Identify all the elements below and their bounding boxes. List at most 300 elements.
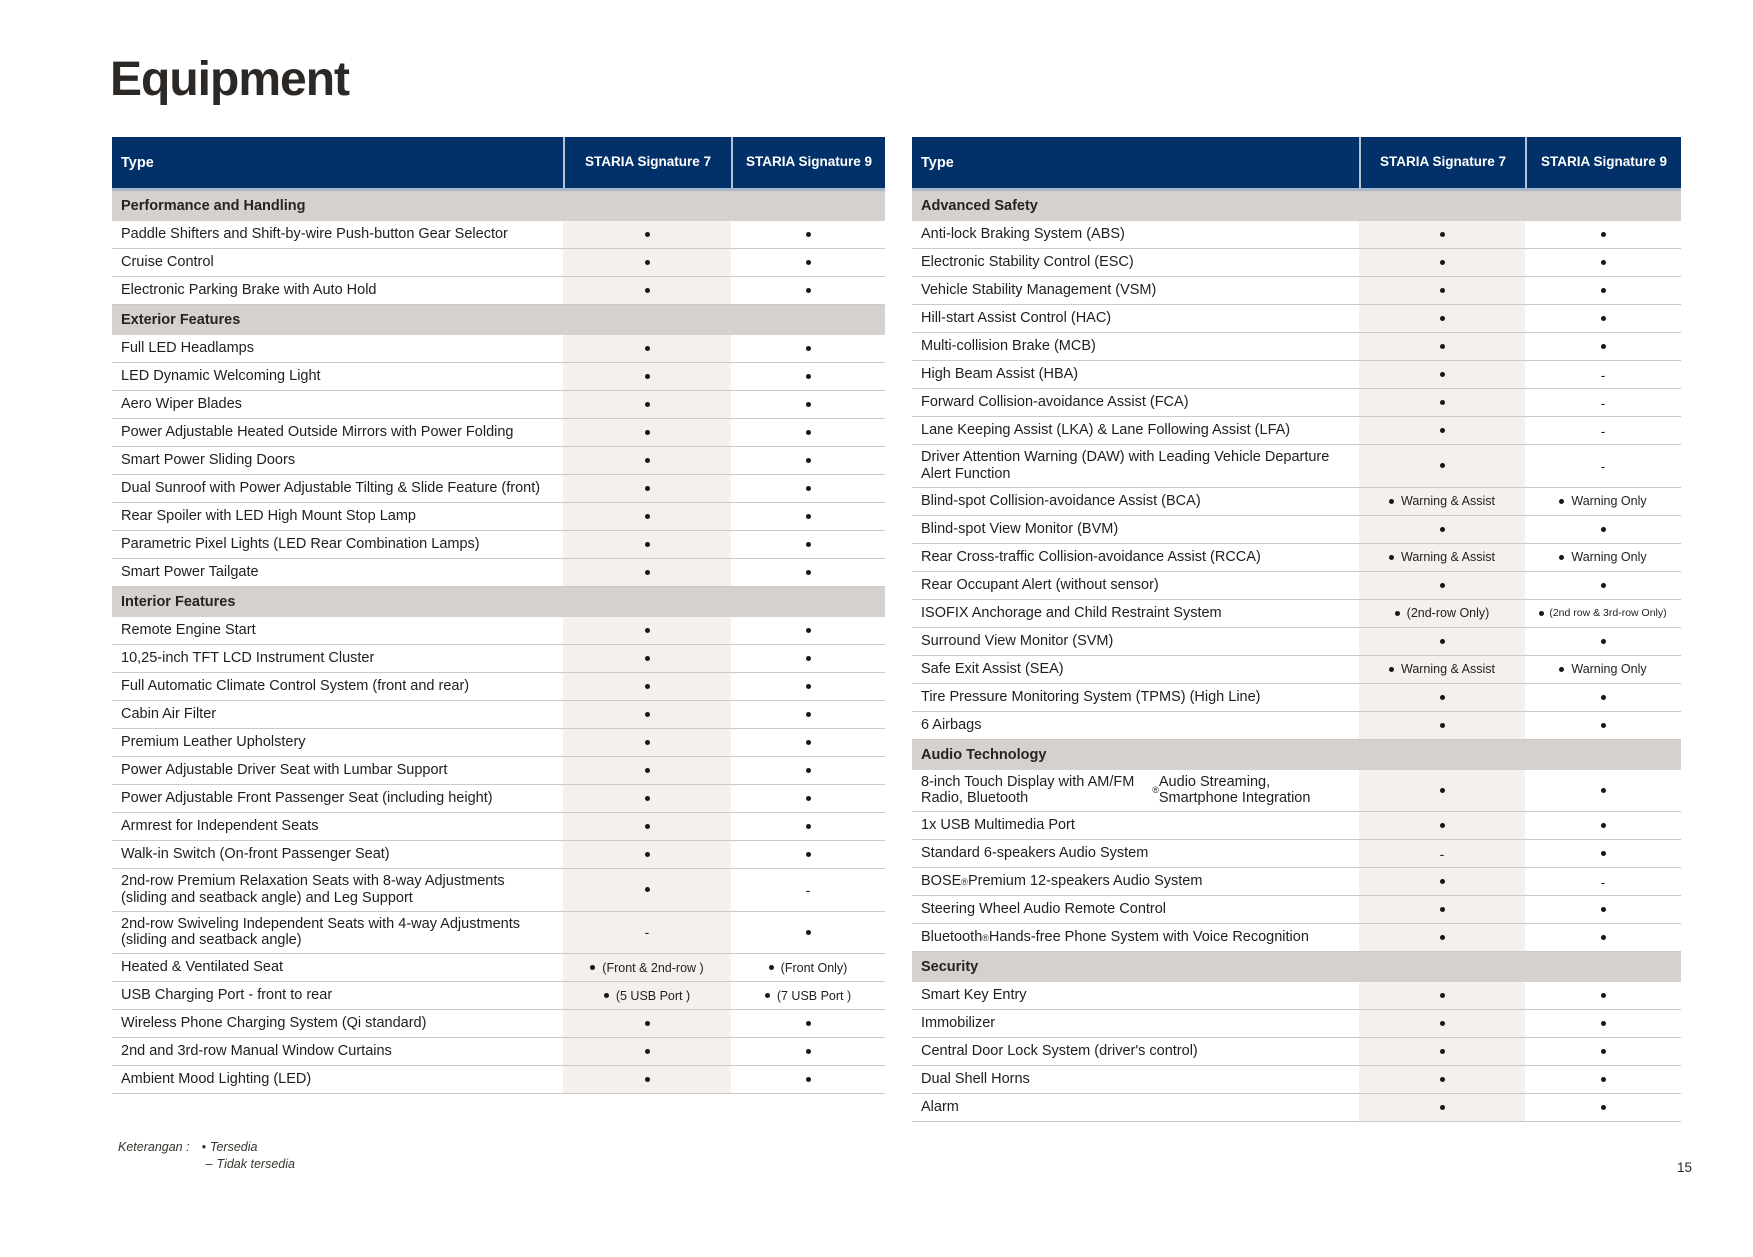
availability-cell: [563, 335, 731, 362]
available-dot-icon: [806, 796, 811, 801]
availability-cell: [1525, 982, 1681, 1009]
legend-item-available: [202, 1139, 295, 1156]
table-row: [912, 982, 1681, 1010]
availability-cell: [731, 531, 885, 558]
availability-cell: [1525, 1066, 1681, 1093]
available-dot-icon: [806, 740, 811, 745]
available-dot-icon: [1559, 555, 1564, 560]
available-dot-icon: [1601, 823, 1606, 828]
table-row: [912, 417, 1681, 445]
table-row: [912, 572, 1681, 600]
unavailable-dash: -: [1600, 873, 1606, 890]
availability-cell: [1525, 277, 1681, 304]
available-dot-icon: [645, 852, 650, 857]
available-dot-icon: [1440, 288, 1445, 293]
table-row: [112, 531, 885, 559]
availability-cell: [1525, 712, 1681, 739]
availability-cell: [1359, 249, 1525, 276]
feature-label: Smart Power Tailgate: [121, 564, 259, 581]
availability-cell: [731, 1010, 885, 1037]
available-dot-icon: [1440, 316, 1445, 321]
section-header: Exterior Features: [112, 305, 885, 335]
available-dot-icon: [1440, 723, 1445, 728]
availability-cell: [1525, 389, 1681, 416]
availability-cell: [731, 982, 885, 1009]
available-dot-icon: [1440, 907, 1445, 912]
available-dot-icon: [1440, 823, 1445, 828]
availability-note: (2nd-row Only): [1406, 606, 1490, 621]
available-dot-icon: [645, 288, 650, 293]
feature-label: Safe Exit Assist (SEA): [921, 660, 1064, 677]
availability-cell: [1525, 868, 1681, 895]
feature-label: Blind-spot Collision-avoidance Assist (BCA): [921, 492, 1201, 509]
availability-note: Warning & Assist: [1400, 550, 1495, 565]
feature-label: Aero Wiper Blades: [121, 396, 242, 413]
availability-cell: [731, 813, 885, 840]
feature-label: Driver Attention Warning (DAW) with Leading Vehicle Departure Alert Function: [921, 449, 1330, 482]
available-dot-icon: [1389, 499, 1394, 504]
table-header-row: [912, 137, 1681, 191]
feature-label: Immobilizer: [921, 1015, 996, 1032]
available-dot-icon: [645, 232, 650, 237]
table-row: [112, 221, 885, 249]
available-dot-icon: [645, 1021, 650, 1026]
feature-label: Power Adjustable Heated Outside Mirrors with Power Folding: [121, 424, 514, 441]
available-dot-icon: [645, 824, 650, 829]
available-dot-icon: [806, 852, 811, 857]
availability-cell: [731, 912, 885, 954]
legend-item-unavailable-text: Tidak tersedia: [216, 1156, 295, 1171]
feature-label: Power Adjustable Driver Seat with Lumbar Support: [121, 762, 448, 779]
table-row: [912, 389, 1681, 417]
table-row: [112, 559, 885, 587]
table-row: [912, 812, 1681, 840]
availability-cell: [731, 757, 885, 784]
availability-cell: [1525, 445, 1681, 487]
table-row: [912, 600, 1681, 628]
legend-items: [202, 1139, 295, 1173]
available-dot-icon: [769, 965, 774, 970]
feature-label: Premium Leather Upholstery: [121, 734, 306, 751]
table-row: [912, 896, 1681, 924]
available-dot-icon: [806, 930, 811, 935]
section-header: Interior Features: [112, 587, 885, 617]
table-row: [912, 868, 1681, 896]
available-dot-icon: [806, 628, 811, 633]
feature-label: 2nd-row Premium Relaxation Seats with 8-way Adjustments (sliding and seatback angle) and Leg Support: [121, 873, 505, 906]
available-dot-icon: [1440, 400, 1445, 405]
availability-cell: [1359, 572, 1525, 599]
available-dot-icon: [1440, 428, 1445, 433]
availability-cell: [563, 363, 731, 390]
availability-cell: [731, 363, 885, 390]
available-dot-icon: [1389, 667, 1394, 672]
table-header-row: [112, 137, 885, 191]
available-dot-icon: [1601, 344, 1606, 349]
availability-note: Warning Only: [1571, 494, 1647, 509]
availability-cell: [1359, 840, 1525, 867]
table-row: [912, 333, 1681, 361]
available-dot-icon: [806, 542, 811, 547]
table-row: [912, 488, 1681, 516]
availability-cell: [1359, 896, 1525, 923]
table-row: [112, 447, 885, 475]
availability-cell: [1525, 770, 1681, 812]
feature-label: Cabin Air Filter: [121, 706, 217, 723]
availability-cell: [1525, 684, 1681, 711]
table-row: [112, 912, 885, 955]
feature-label: 8-inch Touch Display with AM/FM Radio, Bluetooth ® Audio Streaming, Smartphone Integration: [921, 773, 1311, 807]
table-row: [112, 785, 885, 813]
availability-cell: [563, 475, 731, 502]
feature-label: 6 Airbags: [921, 716, 982, 733]
available-dot-icon: [1559, 667, 1564, 672]
availability-cell: [563, 1066, 731, 1093]
availability-cell: [1359, 1094, 1525, 1121]
unavailable-dash: -: [1600, 457, 1606, 474]
table-row: [112, 503, 885, 531]
availability-cell: [1359, 221, 1525, 248]
feature-label: Smart Power Sliding Doors: [121, 452, 296, 469]
available-dot-icon: [765, 993, 770, 998]
availability-cell: [1359, 712, 1525, 739]
available-dot-icon: [645, 346, 650, 351]
available-dot-icon: [806, 458, 811, 463]
feature-label: Dual Shell Horns: [921, 1071, 1030, 1088]
table-row: [912, 656, 1681, 684]
available-dot-icon: [1440, 1049, 1445, 1054]
availability-cell: [563, 531, 731, 558]
feature-label: ISOFIX Anchorage and Child Restraint System: [921, 604, 1222, 621]
column-header-signature9: STARIA Signature 9: [1525, 137, 1681, 188]
available-dot-icon: [1440, 639, 1445, 644]
availability-cell: [731, 729, 885, 756]
table-row: [912, 1010, 1681, 1038]
available-dot-icon: [806, 514, 811, 519]
availability-cell: [731, 785, 885, 812]
table-row: [912, 1094, 1681, 1122]
availability-note: (2nd row & 3rd-row Only): [1549, 607, 1667, 620]
availability-cell: [1525, 305, 1681, 332]
feature-label: Walk-in Switch (On-front Passenger Seat): [121, 846, 390, 863]
availability-cell: [563, 221, 731, 248]
availability-cell: [731, 841, 885, 868]
table-row: [112, 475, 885, 503]
availability-cell: [731, 221, 885, 248]
equipment-table-right: [912, 137, 1681, 1122]
availability-cell: [1359, 1038, 1525, 1065]
table-row: [912, 516, 1681, 544]
availability-cell: [1359, 1010, 1525, 1037]
availability-note: Warning Only: [1571, 550, 1647, 565]
table-row: [912, 1066, 1681, 1094]
availability-cell: [563, 503, 731, 530]
available-dot-icon: [1601, 1049, 1606, 1054]
availability-note: (Front Only): [780, 960, 848, 975]
availability-cell: [731, 249, 885, 276]
availability-cell: [563, 673, 731, 700]
availability-cell: [1525, 249, 1681, 276]
table-row: [912, 924, 1681, 952]
feature-label: Hill-start Assist Control (HAC): [921, 310, 1112, 327]
available-dot-icon: [806, 570, 811, 575]
availability-cell: [731, 673, 885, 700]
table-row: [912, 712, 1681, 740]
availability-note: (Front & 2nd-row ): [602, 960, 704, 975]
availability-cell: [563, 701, 731, 728]
feature-label: Smart Key Entry: [921, 987, 1027, 1004]
feature-label: USB Charging Port - front to rear: [121, 987, 333, 1004]
unavailable-dash: -: [1600, 394, 1606, 411]
available-dot-icon: [645, 887, 650, 892]
availability-cell: [1359, 277, 1525, 304]
unavailable-dash: -: [1600, 422, 1606, 439]
availability-cell: [1359, 982, 1525, 1009]
table-row: [112, 813, 885, 841]
available-dot-icon: [1601, 316, 1606, 321]
section-header: Advanced Safety: [912, 191, 1681, 221]
column-header-type: Type: [921, 154, 954, 171]
availability-cell: [563, 1010, 731, 1037]
availability-note: (5 USB Port ): [615, 988, 691, 1003]
availability-note: Warning & Assist: [1400, 494, 1495, 509]
availability-cell: [731, 335, 885, 362]
availability-cell: [1525, 628, 1681, 655]
table-row: [912, 770, 1681, 813]
available-dot-icon: •: [201, 1140, 206, 1154]
available-dot-icon: [645, 486, 650, 491]
table-row: [112, 617, 885, 645]
availability-cell: [563, 869, 731, 911]
feature-label: Electronic Stability Control (ESC): [921, 254, 1134, 271]
table-row: [112, 1066, 885, 1094]
table-row: [112, 363, 885, 391]
feature-label: Armrest for Independent Seats: [121, 818, 319, 835]
availability-cell: [1525, 333, 1681, 360]
column-header-signature7: STARIA Signature 7: [1359, 137, 1525, 188]
legend-label: Keterangan :: [118, 1140, 190, 1154]
table-row: [112, 701, 885, 729]
availability-cell: [563, 982, 731, 1009]
availability-cell: [731, 475, 885, 502]
availability-cell: [731, 277, 885, 304]
feature-label: Heated & Ventilated Seat: [121, 959, 284, 976]
table-row: [112, 841, 885, 869]
feature-label: Blind-spot View Monitor (BVM): [921, 520, 1119, 537]
availability-cell: [563, 249, 731, 276]
table-row: [912, 305, 1681, 333]
available-dot-icon: [806, 430, 811, 435]
feature-label: Cruise Control: [121, 254, 214, 271]
availability-cell: [1359, 544, 1525, 571]
available-dot-icon: [1601, 695, 1606, 700]
available-dot-icon: [645, 712, 650, 717]
available-dot-icon: [1440, 1077, 1445, 1082]
feature-label: Tire Pressure Monitoring System (TPMS) (High Line): [921, 688, 1261, 705]
feature-label: Rear Spoiler with LED High Mount Stop Lamp: [121, 508, 416, 525]
available-dot-icon: [806, 288, 811, 293]
available-dot-icon: [645, 542, 650, 547]
available-dot-icon: [1559, 499, 1564, 504]
availability-cell: [563, 391, 731, 418]
available-dot-icon: [590, 965, 595, 970]
available-dot-icon: [806, 824, 811, 829]
available-dot-icon: [1440, 879, 1445, 884]
feature-label: Central Door Lock System (driver's control): [921, 1043, 1198, 1060]
feature-label: Vehicle Stability Management (VSM): [921, 282, 1157, 299]
table-row: [112, 391, 885, 419]
availability-cell: [1525, 1094, 1681, 1121]
available-dot-icon: [1389, 555, 1394, 560]
legend: [118, 1139, 295, 1173]
table-row: [112, 277, 885, 305]
available-dot-icon: [1440, 935, 1445, 940]
availability-cell: [1359, 924, 1525, 951]
available-dot-icon: [1440, 344, 1445, 349]
availability-cell: [1525, 924, 1681, 951]
availability-cell: [1359, 812, 1525, 839]
availability-cell: [563, 559, 731, 586]
available-dot-icon: [645, 374, 650, 379]
feature-label: Electronic Parking Brake with Auto Hold: [121, 282, 377, 299]
available-dot-icon: [645, 430, 650, 435]
available-dot-icon: [1601, 1105, 1606, 1110]
unavailable-dash: -: [1439, 845, 1445, 862]
availability-cell: [563, 447, 731, 474]
available-dot-icon: [1601, 907, 1606, 912]
available-dot-icon: [806, 1021, 811, 1026]
equipment-table-left: [112, 137, 885, 1094]
available-dot-icon: [1601, 723, 1606, 728]
availability-cell: [1359, 600, 1525, 627]
available-dot-icon: [1440, 1105, 1445, 1110]
availability-note: Warning Only: [1571, 662, 1647, 677]
table-row: [912, 840, 1681, 868]
available-dot-icon: [1440, 372, 1445, 377]
availability-cell: [563, 277, 731, 304]
unavailable-dash: -: [805, 881, 811, 898]
feature-label: 2nd-row Swiveling Independent Seats with 4-way Adjustments (sliding and seatback angle): [121, 915, 520, 949]
available-dot-icon: [806, 260, 811, 265]
feature-label: Wireless Phone Charging System (Qi standard): [121, 1015, 427, 1032]
availability-cell: [563, 729, 731, 756]
availability-cell: [731, 391, 885, 418]
available-dot-icon: [806, 374, 811, 379]
feature-label: 1x USB Multimedia Port: [921, 817, 1075, 834]
table-row: [112, 982, 885, 1010]
available-dot-icon: [806, 346, 811, 351]
availability-cell: [1525, 417, 1681, 444]
availability-cell: [1525, 1038, 1681, 1065]
available-dot-icon: [1601, 1021, 1606, 1026]
available-dot-icon: [604, 993, 609, 998]
available-dot-icon: [645, 656, 650, 661]
availability-cell: [731, 503, 885, 530]
availability-note: Warning & Assist: [1400, 662, 1495, 677]
table-row: [912, 361, 1681, 389]
section-header: Performance and Handling: [112, 191, 885, 221]
availability-cell: [1525, 488, 1681, 515]
feature-label: Surround View Monitor (SVM): [921, 632, 1114, 649]
available-dot-icon: [1601, 260, 1606, 265]
availability-cell: [563, 813, 731, 840]
feature-label: Rear Cross-traffic Collision-avoidance Assist (RCCA): [921, 548, 1261, 565]
availability-cell: [731, 617, 885, 644]
column-header-type: Type: [121, 154, 154, 171]
availability-cell: [563, 1038, 731, 1065]
table-row: [912, 221, 1681, 249]
unavailable-dash-icon: –: [205, 1156, 213, 1171]
availability-cell: [731, 954, 885, 981]
table-row: [112, 645, 885, 673]
table-row: [912, 249, 1681, 277]
page-number: 15: [1676, 1160, 1692, 1175]
table-row: [112, 729, 885, 757]
availability-cell: [1359, 516, 1525, 543]
availability-cell: [1359, 770, 1525, 812]
availability-cell: [563, 757, 731, 784]
available-dot-icon: [806, 402, 811, 407]
available-dot-icon: [806, 486, 811, 491]
table-row: [912, 544, 1681, 572]
availability-cell: [731, 1066, 885, 1093]
available-dot-icon: [645, 1049, 650, 1054]
feature-label: Steering Wheel Audio Remote Control: [921, 901, 1167, 918]
availability-cell: [563, 419, 731, 446]
available-dot-icon: [1601, 993, 1606, 998]
section-header: Audio Technology: [912, 740, 1681, 770]
table-row: [112, 249, 885, 277]
available-dot-icon: [806, 684, 811, 689]
availability-cell: [1359, 361, 1525, 388]
legend-item-available-text: Tersedia: [209, 1140, 258, 1154]
feature-label: Ambient Mood Lighting (LED): [121, 1071, 312, 1088]
table-row: [112, 757, 885, 785]
feature-label: Bluetooth ® Hands-free Phone System with Voice Recognition: [921, 929, 1309, 946]
available-dot-icon: [1440, 583, 1445, 588]
available-dot-icon: [1601, 935, 1606, 940]
feature-label: Full Automatic Climate Control System (front and rear): [121, 678, 470, 695]
available-dot-icon: [1395, 611, 1400, 616]
available-dot-icon: [1601, 851, 1606, 856]
available-dot-icon: [645, 1077, 650, 1082]
feature-label: Alarm: [921, 1099, 959, 1116]
feature-label: Forward Collision-avoidance Assist (FCA): [921, 394, 1189, 411]
available-dot-icon: [645, 740, 650, 745]
column-header-signature7: STARIA Signature 7: [563, 137, 731, 188]
available-dot-icon: [1601, 288, 1606, 293]
available-dot-icon: [645, 260, 650, 265]
available-dot-icon: [1440, 260, 1445, 265]
available-dot-icon: [1440, 232, 1445, 237]
availability-cell: [563, 954, 731, 981]
feature-label: Full LED Headlamps: [121, 340, 254, 357]
availability-cell: [731, 559, 885, 586]
feature-label: Lane Keeping Assist (LKA) & Lane Following Assist (LFA): [921, 422, 1291, 439]
availability-cell: [1525, 656, 1681, 683]
feature-label: Multi-collision Brake (MCB): [921, 338, 1096, 355]
legend-item-unavailable: [202, 1156, 295, 1173]
available-dot-icon: [1440, 1021, 1445, 1026]
availability-cell: [1525, 812, 1681, 839]
availability-cell: [1359, 305, 1525, 332]
table-row: [112, 869, 885, 912]
feature-label: Anti-lock Braking System (ABS): [921, 226, 1125, 243]
availability-cell: [1525, 572, 1681, 599]
section-header: Security: [912, 952, 1681, 982]
available-dot-icon: [806, 232, 811, 237]
available-dot-icon: [645, 768, 650, 773]
